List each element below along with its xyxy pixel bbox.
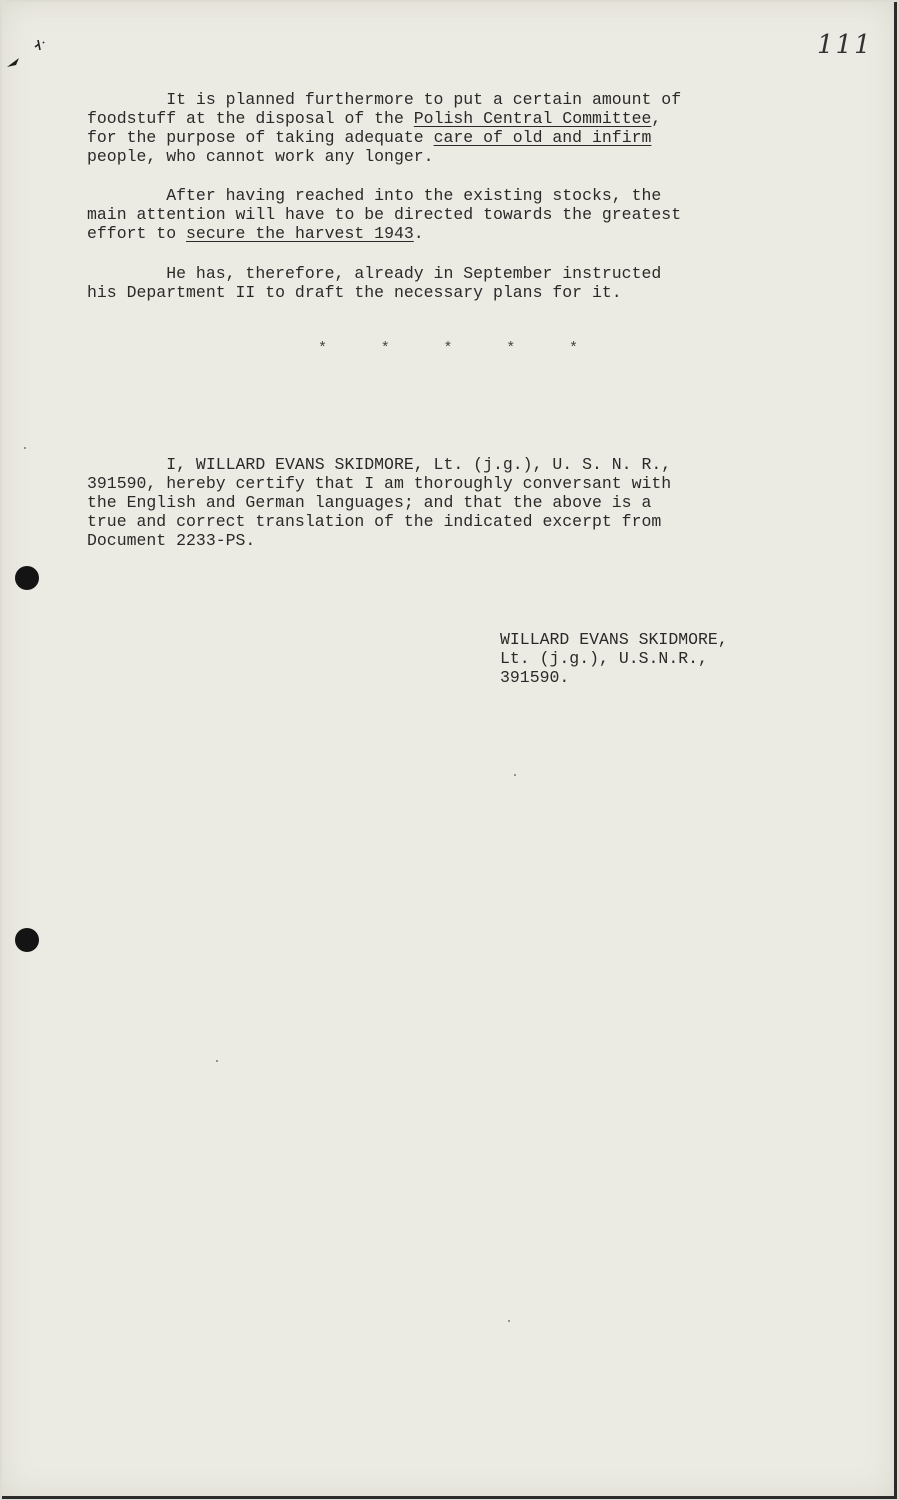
section-separator: [318, 340, 578, 357]
text-line: 391590, hereby certify that I am thoroughly conversant with: [87, 474, 672, 493]
text-line: main attention will have to be directed towards the greatest: [87, 205, 682, 224]
text-line: effort to: [87, 224, 187, 243]
text-line: He has, therefore, already in September instructed: [87, 264, 662, 283]
text-line: people, who cannot work any longer.: [87, 147, 434, 166]
text-line: for the purpose of taking adequate: [87, 128, 434, 147]
text-line: After having reached into the existing stocks, the: [87, 186, 662, 205]
paper-speck: [24, 447, 26, 449]
text-line: foodstuff at the disposal of the: [87, 109, 414, 128]
punch-hole: [15, 928, 39, 952]
punch-hole: [15, 566, 39, 590]
signatory-rank: Lt. (j.g.), U.S.N.R.,: [500, 649, 708, 668]
underlined-text: secure the harvest 1943: [186, 224, 414, 243]
text-line: It is planned furthermore to put a certain amount of: [87, 90, 682, 109]
paper-speck: [514, 774, 516, 776]
text-line: .: [413, 224, 424, 243]
signature-block: [500, 630, 728, 687]
separator-star: *: [568, 340, 578, 357]
paragraph-harvest: [87, 186, 797, 243]
page-number: 111: [817, 30, 873, 60]
separator-star: *: [318, 340, 328, 357]
signatory-name: WILLARD EVANS SKIDMORE,: [500, 630, 728, 649]
text-line: I, WILLARD EVANS SKIDMORE, Lt. (j.g.), U. S. N. R.,: [87, 455, 672, 474]
paper-speck: [216, 1060, 218, 1062]
underlined-text: Polish Central Committee: [413, 109, 652, 128]
text-line: Document 2233-PS.: [87, 531, 256, 550]
paragraph-department: [87, 264, 797, 302]
underlined-text: care of old and infirm: [433, 128, 652, 147]
margin-mark-icon: [6, 54, 22, 68]
text-line: the English and German languages; and that the above is a: [87, 493, 652, 512]
separator-star: *: [506, 340, 516, 357]
text-line: ,: [651, 109, 662, 128]
margin-tick-icon: [32, 38, 46, 52]
text-line: his Department II to draft the necessary plans for it.: [87, 283, 622, 302]
paragraph-polish-committee: [87, 90, 797, 166]
separator-star: *: [443, 340, 453, 357]
document-page: [2, 2, 897, 1499]
paper-speck: [508, 1320, 510, 1322]
text-line: true and correct translation of the indicated excerpt from: [87, 512, 662, 531]
signatory-number: 391590.: [500, 668, 570, 687]
separator-star: *: [380, 340, 390, 357]
translator-certification: [87, 455, 797, 550]
